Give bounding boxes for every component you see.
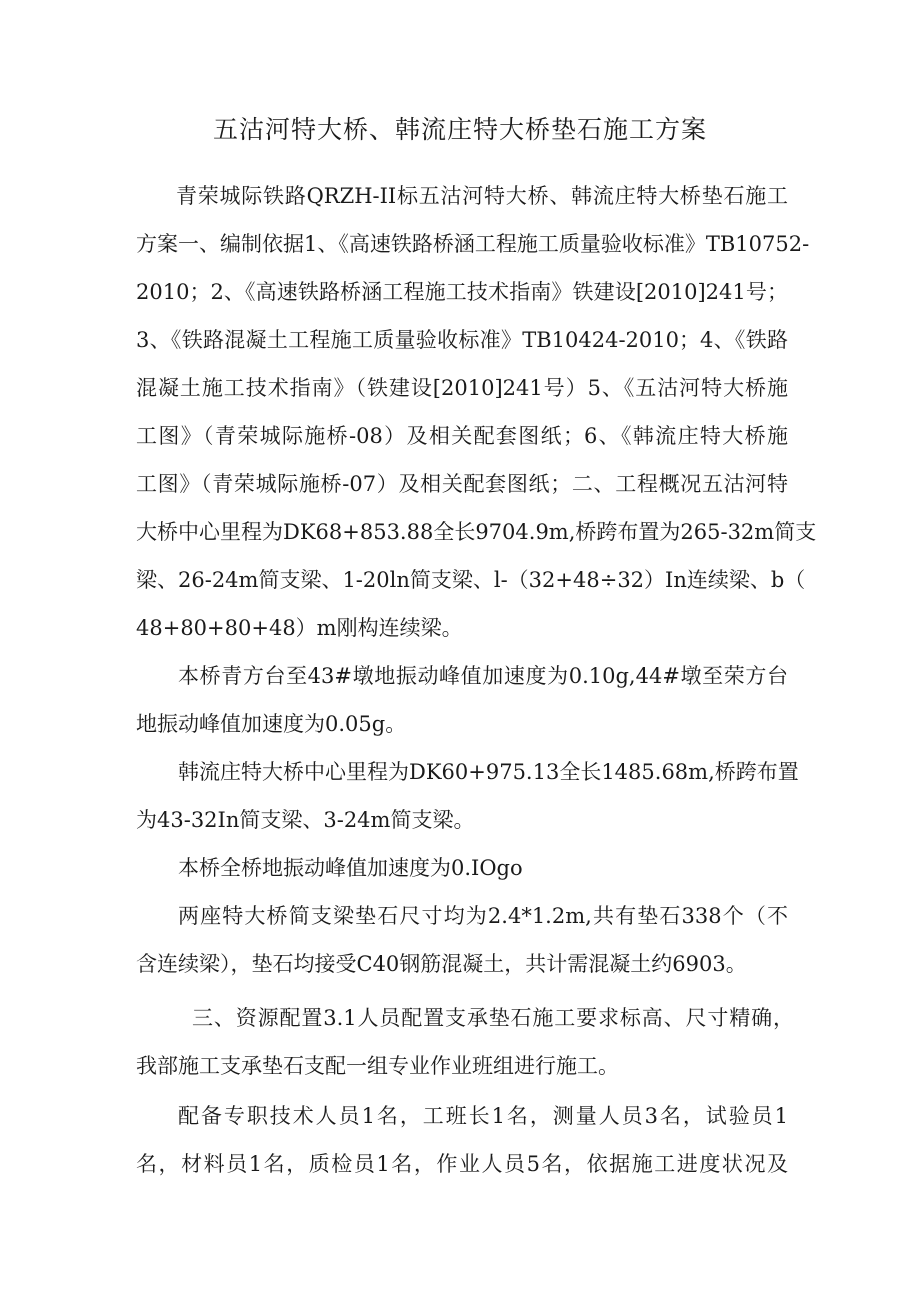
paragraph-line: 本桥青方台至43#墩地振动峰值加速度为0.10g,44#墩至荣方台 xyxy=(178,664,788,688)
paragraph-line: 工图》（青荣城际施桥-07）及相关配套图纸；二、工程概况五沽河特 xyxy=(136,472,788,496)
paragraph-line: 两座特大桥简支梁垫石尺寸均为2.4*1.2m,共有垫石338个（不 xyxy=(178,904,788,928)
paragraph-line: 混凝土施工技术指南》（铁建设[2010]241号）5、《五沽河特大桥施 xyxy=(136,376,788,400)
paragraph-line: 地振动峰值加速度为0.05g。 xyxy=(136,712,407,736)
paragraph-line: 韩流庄特大桥中心里程为DK60+975.13全长1485.68m,桥跨布置 xyxy=(178,760,799,784)
paragraph-line: 48+80+80+48）m刚构连续梁。 xyxy=(136,616,463,640)
paragraph-line: 含连续梁），垫石均接受C40钢筋混凝土，共计需混凝土约6903。 xyxy=(136,952,747,976)
paragraph-line: 梁、26-24m简支梁、1-20ln简支梁、l-（32+48÷32）In连续梁、b（ xyxy=(136,568,806,592)
document-title: 五沽河特大桥、韩流庄特大桥垫石施工方案 xyxy=(212,115,707,144)
paragraph-line: 我部施工支承垫石支配一组专业作业班组进行施工。 xyxy=(136,1054,619,1078)
paragraph-line: 方案一、编制依据1、《高速铁路桥涵工程施工质量验收标准》TB10752- xyxy=(136,232,810,256)
paragraph-line: 名，材料员1名，质检员1名，作业人员5名，依据施工进度状况及 xyxy=(136,1152,788,1176)
paragraph-line: 青荣城际铁路QRZH-II标五沽河特大桥、韩流庄特大桥垫石施工 xyxy=(176,184,788,208)
paragraph-line: 为43-32In简支梁、3-24m简支梁。 xyxy=(136,808,475,832)
paragraph-line: 本桥全桥地振动峰值加速度为0.IOgo xyxy=(178,856,523,880)
paragraph-line: 大桥中心里程为DK68+853.88全长9704.9m,桥跨布置为265-32m简支 xyxy=(136,520,817,544)
paragraph-line: 工图》（青荣城际施桥-08）及相关配套图纸；6、《韩流庄特大桥施 xyxy=(136,424,788,448)
paragraph-line: 三、资源配置3.1人员配置支承垫石施工要求标高、尺寸精确， xyxy=(192,1006,794,1030)
paragraph-line: 配备专职技术人员1名，工班长1名，测量人员3名，试验员1 xyxy=(178,1104,788,1128)
paragraph-line: 3、《铁路混凝土工程施工质量验收标准》TB10424-2010；4、《铁路 xyxy=(136,328,788,352)
paragraph-line: 2010；2、《高速铁路桥涵工程施工技术指南》铁建设[2010]241号； xyxy=(136,280,788,304)
